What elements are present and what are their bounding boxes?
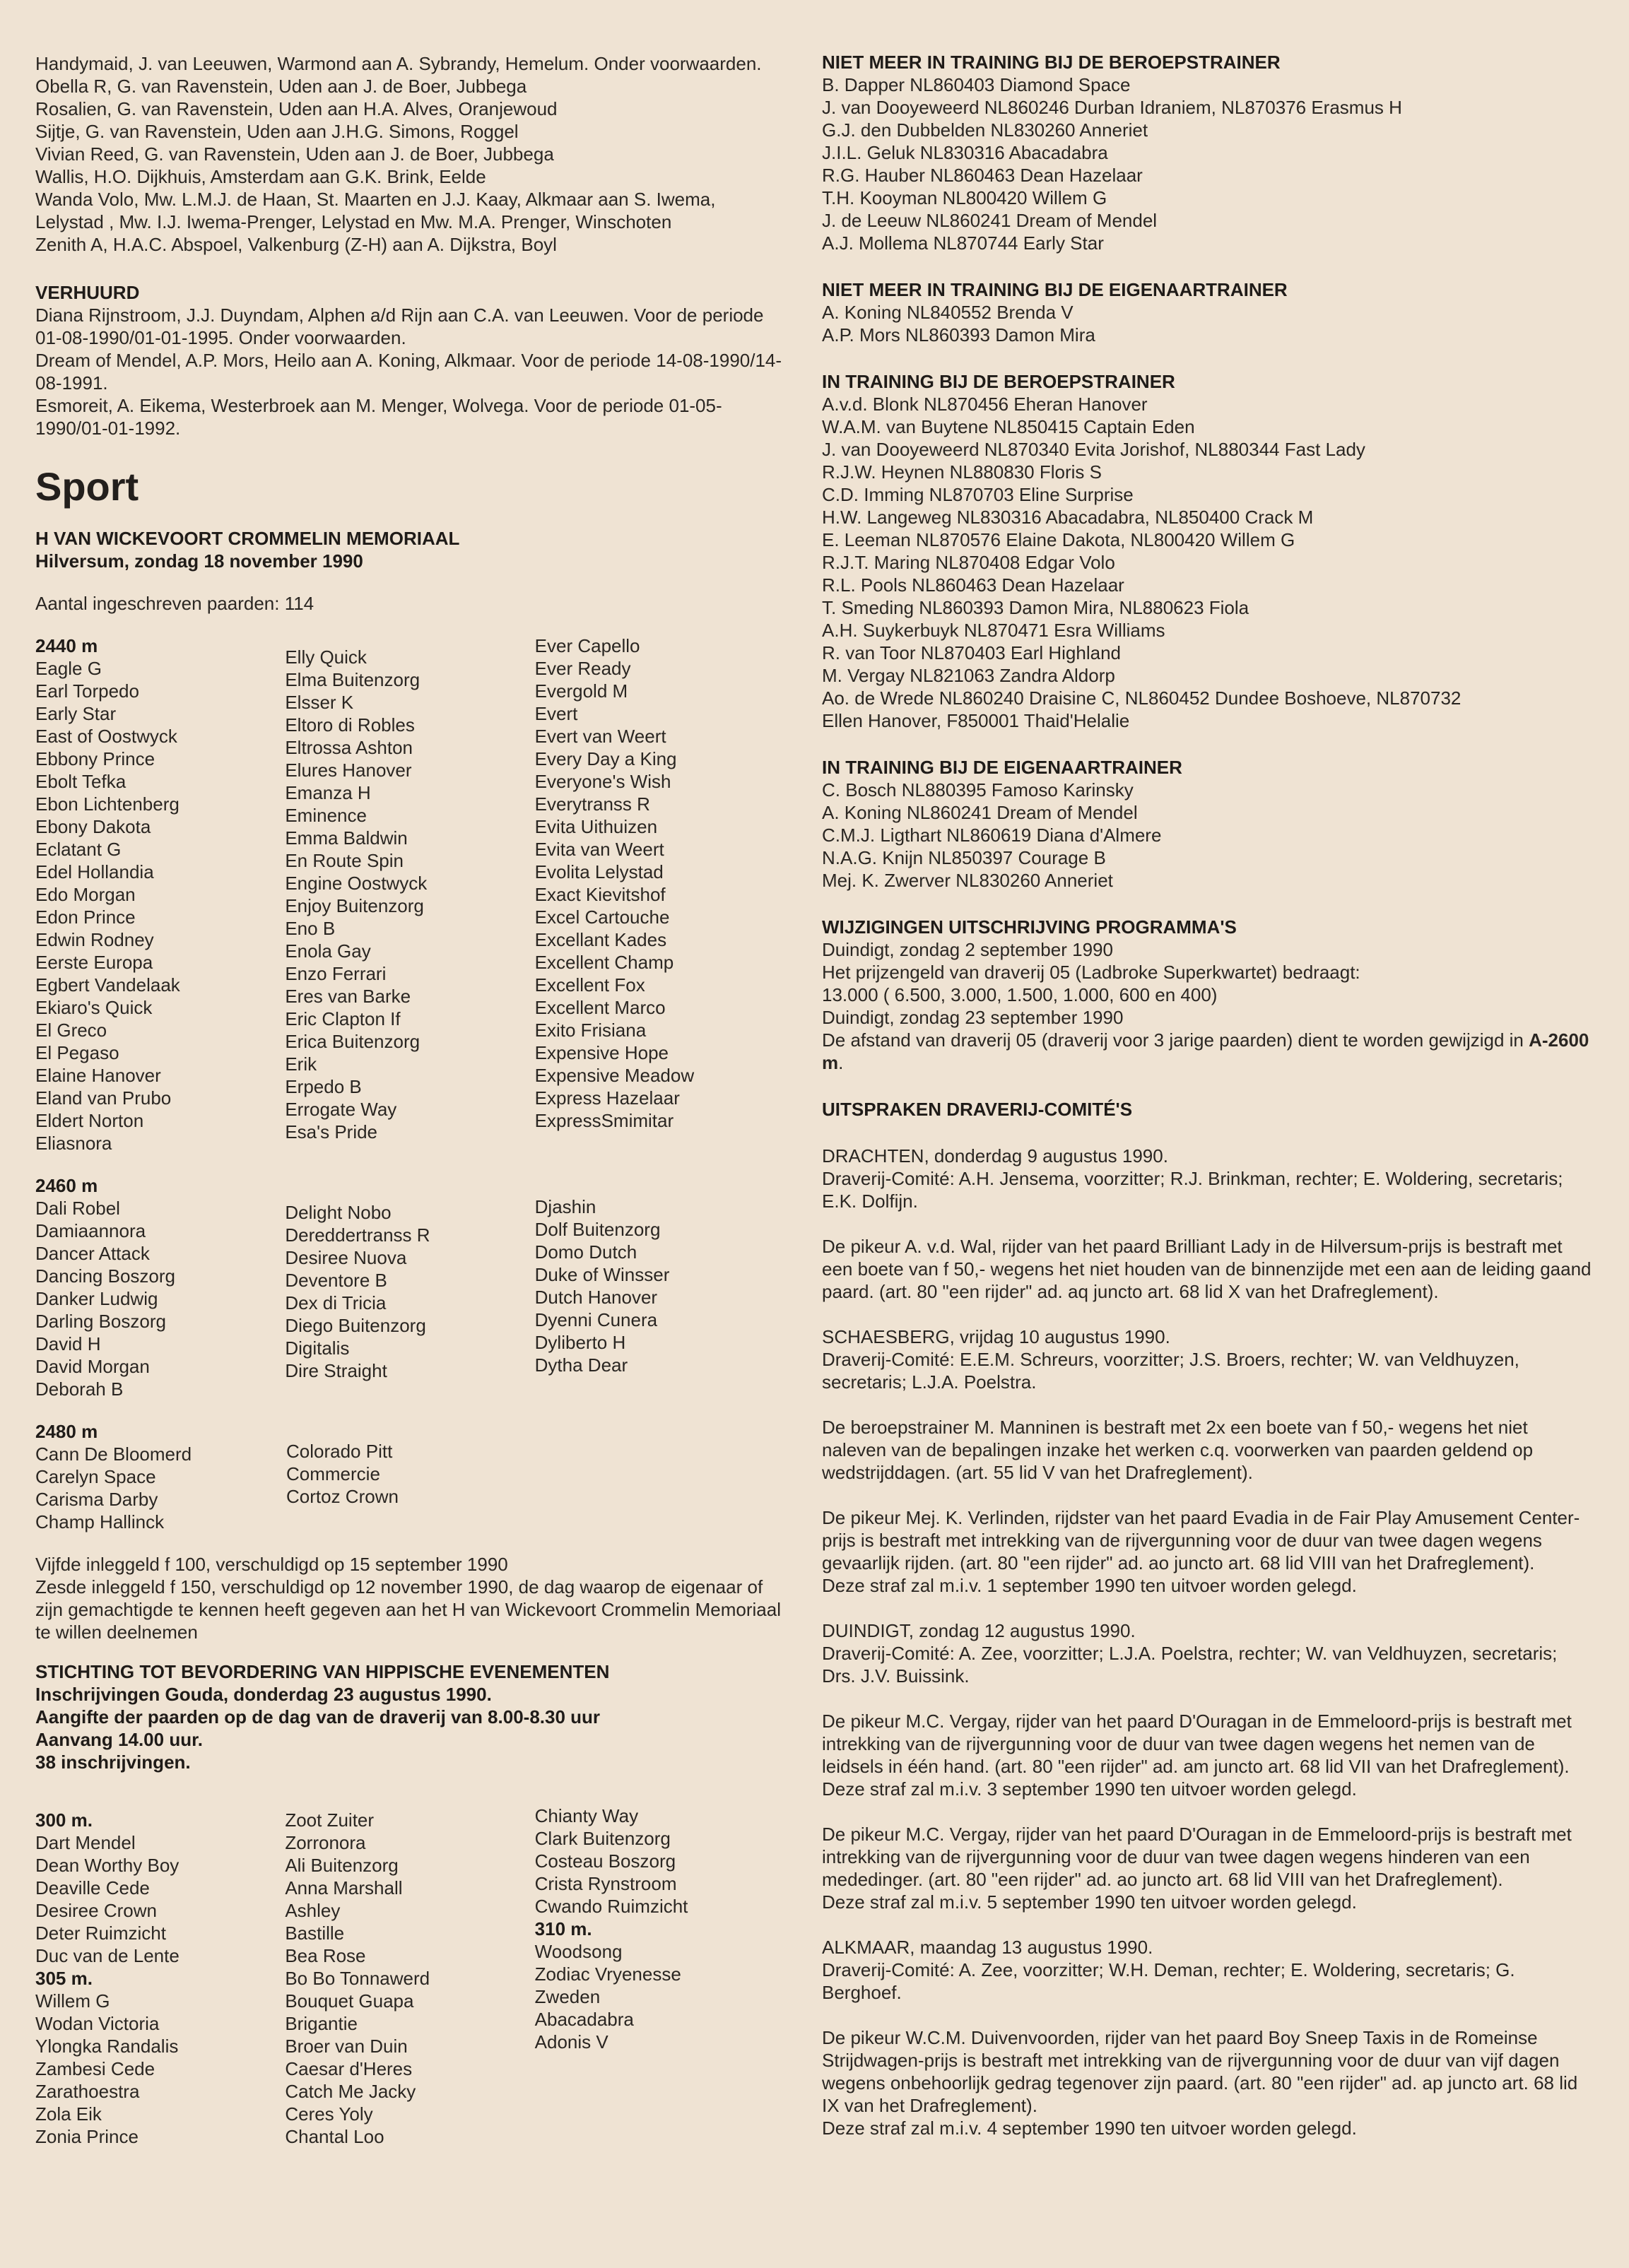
text-line: Draverij-Comité: E.E.M. Schreurs, voorzitter; J.S. Broers, rechter; W. van Veldhuyzen, secretaris; L.J.A. Poelstra. (822, 1349, 1519, 1393)
text-line: Willem G (35, 1990, 110, 2012)
distance-300: 300 m. (35, 1809, 93, 1831)
text-line: Deaville Cede (35, 1877, 150, 1898)
text-line: De pikeur W.C.M. Duivenvoorden, rijder van het paard Boy Sneep Taxis in de Romeinse Strijdwagen-prijs is bestraft met intrekking van de rijvergunning voor de duur van vijf dagen wegens onbehoorlijk gedrag tegenover zijn paard. (art. 80 "een rijder" ad. ap juncto art. 68 lid IX van het Drafreglement). (822, 2027, 1578, 2116)
text-line: Eres van Barke (285, 986, 411, 1007)
text-line: Het prijzengeld van draverij 05 (Ladbroke Superkwartet) bedraagt: (822, 962, 1360, 983)
text-line: A.P. Mors NL860393 Damon Mira (822, 324, 1095, 345)
stichting-title: STICHTING TOT BEVORDERING VAN HIPPISCHE EVENEMENTEN (35, 1661, 610, 1682)
text-line: 38 inschrijvingen. (35, 1752, 191, 1773)
right-column (822, 51, 1592, 2139)
text-line: Diego Buitenzorg (285, 1315, 426, 1336)
stichting-col1 (35, 1809, 285, 2148)
text-line: Emanza H (285, 782, 371, 803)
text-line: Costeau Boszorg (534, 1850, 676, 1872)
text-line: De beroepstrainer M. Manninen is bestraft met 2x een boete van f 50,- wegens het niet naleven van de bepalingen inzake het werken c.q. voorwerken van paarden geldend op wedstrijddagen. (art. 55 lid V van het Drafreglement). (822, 1417, 1534, 1483)
text-line: David Morgan (35, 1356, 150, 1377)
text-line: W.A.M. van Buytene NL850415 Captain Eden (822, 416, 1195, 437)
stichting-col1b (35, 1990, 285, 2148)
text-line: Evert (534, 703, 578, 724)
nm-eigen-section (822, 278, 1592, 346)
text-line: Zweden (534, 1986, 601, 2007)
text-line: J. de Leeuw NL860241 Dream of Mendel (822, 210, 1158, 231)
text-line: Champ Hallinck (35, 1511, 165, 1532)
text-line: Draverij-Comité: A. Zee, voorzitter; L.J.A. Poelstra, rechter; W. van Veldhuyzen, secretaris; Drs. J.V. Buissink. (822, 1643, 1558, 1687)
text-line: SCHAESBERG, vrijdag 10 augustus 1990. (822, 1326, 1170, 1347)
text-line: Edwin Rodney (35, 929, 154, 950)
text-line: Handymaid, J. van Leeuwen, Warmond aan A. Sybrandy, Hemelum. Onder voorwaarden. (35, 53, 762, 74)
stichting-col3a (535, 1805, 784, 1918)
memoriaal-fees (35, 1553, 784, 1643)
verhuurd-section (35, 281, 784, 439)
text-line: Cortoz Crown (286, 1486, 399, 1507)
text-line: Dutch Hanover (534, 1287, 658, 1308)
text-line: Carisma Darby (35, 1489, 158, 1510)
text-line: Domo Dutch (534, 1241, 637, 1263)
text-line: Ever Ready (534, 658, 631, 679)
text-line: Everyone's Wish (534, 771, 671, 792)
text-line: Aanvang 14.00 uur. (35, 1729, 203, 1750)
text-line: 13.000 ( 6.500, 3.000, 1.500, 1.000, 600 en 400) (822, 984, 1218, 1005)
text-line: Enjoy Buitenzorg (285, 895, 424, 916)
text-line: Clark Buitenzorg (534, 1828, 671, 1849)
text-line: Abacadabra (534, 2009, 634, 2030)
text-line: Desiree Crown (35, 1900, 157, 1921)
text-line: Exact Kievitshof (534, 884, 666, 905)
text-line: Deze straf zal m.i.v. 3 september 1990 ten uitvoer worden gelegd. (822, 1778, 1357, 1800)
text-line: Ao. de Wrede NL860240 Draisine C, NL860452 Dundee Boshoeve, NL870732 (822, 687, 1462, 709)
text-line: Duindigt, zondag 23 september 1990 (822, 1007, 1124, 1028)
text-line: T. Smeding NL860393 Damon Mira, NL880623 Fiola (822, 597, 1249, 618)
text-line: Mej. K. Zwerver NL830260 Anneriet (822, 870, 1113, 891)
text-line: Wanda Volo, Mw. L.M.J. de Haan, St. Maarten en J.J. Kaay, Alkmaar aan S. Iwema, Lelystad , Mw. I.J. Iwema-Prenger, Lelystad en Mw. M.A. Prenger, Winschoten (35, 189, 716, 232)
text-line: De pikeur M.C. Vergay, rijder van het paard D'Ouragan in de Emmeloord-prijs is bestraft met intrekking van de rijvergunning voor de duur van twee dagen wegens hinderen van een mededinger. (art. 80 "een rijder" ad. ao juncto art. 68 lid VIII van het Drafreglement). (822, 1824, 1572, 1890)
text-line: R.J.W. Heynen NL880830 Floris S (822, 461, 1102, 483)
text-line: Catch Me Jacky (285, 2081, 416, 2102)
text-line: Danker Ludwig (35, 1288, 158, 1309)
text-line: Dyliberto H (534, 1332, 626, 1353)
text-line: Egbert Vandelaak (35, 974, 180, 996)
text-line: De pikeur Mej. K. Verlinden, rijdster van het paard Evadia in de Fair Play Amusement Center-prijs is bestraft met intrekking van de rijvergunning voor de duur van twee dagen wegens gevaarlijk rijden. (art. 80 "een rijder" ad. ao juncto art. 68 lid VIII van het Drafreglement). (822, 1507, 1580, 1573)
text-line: Bea Rose (285, 1945, 366, 1966)
text-line: El Pegaso (35, 1042, 119, 1063)
verhuurd-heading: VERHUURD (35, 282, 140, 303)
text-line: Evolita Lelystad (534, 861, 664, 882)
text-line: A.v.d. Blonk NL870456 Eheran Hanover (822, 394, 1148, 415)
text-line: Sijtje, G. van Ravenstein, Uden aan J.H.G. Simons, Roggel (35, 121, 519, 142)
wijzigingen-last: De afstand van draverij 05 (draverij voor 3 jarige paarden) dient te worden gewijzigd in A-2600 m. (822, 1029, 1589, 1073)
text-line: J. van Dooyeweerd NL870340 Evita Jorishof, NL880344 Fast Lady (822, 439, 1365, 460)
text-line: G.J. den Dubbelden NL830260 Anneriet (822, 119, 1148, 141)
text-line: Dali Robel (35, 1198, 120, 1219)
distance-2460: 2460 m (35, 1175, 98, 1196)
text-line: Colorado Pitt (286, 1441, 393, 1462)
text-line: Eagle G (35, 658, 102, 679)
text-line: Rosalien, G. van Ravenstein, Uden aan H.A. Alves, Oranjewoud (35, 98, 558, 119)
text-line: De pikeur M.C. Vergay, rijder van het paard D'Ouragan in de Emmeloord-prijs is bestraft met intrekking van de rijvergunning voor de duur van twee dagen wegens het nemen van de leidsels in één hand. (art. 80 "een rijder" ad. am juncto art. 68 lid VII van het Drafreglement). (822, 1711, 1572, 1777)
memoriaal-title: H VAN WICKEVOORT CROMMELIN MEMORIAAL (35, 528, 460, 549)
entries-2480 (35, 1420, 784, 1533)
entries-2460-col3 (535, 1174, 784, 1400)
text-line: C.M.J. Ligthart NL860619 Diana d'Almere (822, 825, 1162, 846)
text-line: Excellent Champ (534, 952, 674, 973)
text-line: Zorronora (285, 1832, 366, 1853)
text-line: Eldert Norton (35, 1110, 144, 1131)
text-line: Ever Capello (534, 635, 640, 656)
text-line: Vijfde inleggeld f 100, verschuldigd op 15 september 1990 (35, 1554, 508, 1575)
entries-2460 (35, 1174, 784, 1400)
text-line: Deze straf zal m.i.v. 1 september 1990 ten uitvoer worden gelegd. (822, 1575, 1357, 1596)
text-line: Ebolt Tefka (35, 771, 127, 792)
text-line: Evita van Weert (534, 839, 664, 860)
stichting-section (35, 1660, 784, 2148)
text-line: Erik (285, 1053, 317, 1075)
text-line: Deter Ruimzicht (35, 1923, 166, 1944)
text-line: M. Vergay NL821063 Zandra Aldorp (822, 665, 1115, 686)
text-line: Dereddertranss R (285, 1224, 430, 1246)
text-line: Diana Rijnstroom, J.J. Duyndam, Alphen a/d Rijn aan C.A. van Leeuwen. Voor de periode 01-08-1990/01-01-1995. Onder voorwaarden. (35, 305, 764, 348)
text-line: Zarathoestra (35, 2081, 140, 2102)
text-line: Aangifte der paarden op de dag van de draverij van 8.00-8.30 uur (35, 1706, 601, 1727)
text-line: Bouquet Guapa (285, 1990, 414, 2012)
text-line: Evergold M (534, 680, 628, 702)
text-line: Dyenni Cunera (534, 1309, 658, 1330)
text-line: Every Day a King (534, 748, 677, 769)
entries-2440-col3 (535, 634, 784, 1154)
text-line: Expensive Meadow (534, 1065, 695, 1086)
text-line: Draverij-Comité: A.H. Jensema, voorzitter; R.J. Brinkman, rechter; E. Woldering, secretaris; E.K. Dolfijn. (822, 1168, 1563, 1212)
text-line: Errogate Way (285, 1099, 397, 1120)
entries-2460-col2 (285, 1174, 534, 1400)
text-line: E. Leeman NL870576 Elaine Dakota, NL800420 Willem G (822, 529, 1295, 550)
text-line: Ashley (285, 1900, 341, 1921)
text-line: Ebbony Prince (35, 748, 155, 769)
text-line: Chianty Way (534, 1805, 639, 1826)
text-line: Cann De Bloomerd (35, 1443, 192, 1465)
text-line: Erica Buitenzorg (285, 1031, 421, 1052)
text-line: Deze straf zal m.i.v. 5 september 1990 ten uitvoer worden gelegd. (822, 1891, 1357, 1913)
entries-2480-col2 (286, 1420, 537, 1533)
text-line: Cwando Ruimzicht (534, 1896, 688, 1917)
text-line: ExpressSmimitar (534, 1110, 674, 1131)
uitspraken-title: UITSPRAKEN DRAVERIJ-COMITÉ'S (822, 1099, 1133, 1120)
text-line: R.G. Hauber NL860463 Dean Hazelaar (822, 165, 1143, 186)
text-line: Damiaannora (35, 1220, 146, 1241)
text-line: Dart Mendel (35, 1832, 136, 1853)
text-line: ALKMAAR, maandag 13 augustus 1990. (822, 1937, 1153, 1958)
text-line: Evita Uithuizen (534, 816, 658, 837)
text-line: A.H. Suykerbuyk NL870471 Esra Williams (822, 620, 1165, 641)
entries-2460-col1 (35, 1174, 285, 1400)
uitspraken-paras (822, 1145, 1592, 2139)
text-line: Eliasnora (35, 1133, 112, 1154)
text-line: T.H. Kooyman NL800420 Willem G (822, 187, 1107, 208)
nm-beroep-list (822, 73, 1592, 254)
entries-2440-col2 (285, 634, 534, 1154)
text-line: Eerste Europa (35, 952, 153, 973)
text-line: Zola Eik (35, 2103, 102, 2125)
text-line: El Greco (35, 1020, 107, 1041)
wijzigingen-title: WIJZIGINGEN UITSCHRIJVING PROGRAMMA'S (822, 916, 1237, 938)
wijzigingen-list (822, 938, 1592, 1029)
stichting-col1a (35, 1831, 285, 1967)
text-line: Edon Prince (35, 906, 136, 928)
text-line: Enzo Ferrari (285, 963, 387, 984)
text-line: Woodsong (534, 1941, 623, 1962)
text-line: Wodan Victoria (35, 2013, 160, 2034)
text-line: Early Star (35, 703, 117, 724)
it-beroep-list (822, 393, 1592, 732)
text-line: Excellent Fox (534, 974, 645, 996)
text-line: Zoot Zuiter (285, 1809, 375, 1831)
text-line: Wallis, H.O. Dijkhuis, Amsterdam aan G.K. Brink, Eelde (35, 166, 486, 187)
text-line: David H (35, 1333, 101, 1354)
text-line: Digitalis (285, 1337, 350, 1359)
text-line: Emma Baldwin (285, 827, 408, 849)
text-line: Bastille (285, 1923, 345, 1944)
nm-eigen-list (822, 301, 1592, 346)
text-line: Exito Frisiana (534, 1020, 647, 1041)
uitspraken-section (822, 1098, 1592, 2139)
text-line: DUINDIGT, zondag 12 augustus 1990. (822, 1620, 1136, 1641)
text-line: Elaine Hanover (35, 1065, 161, 1086)
text-line: R.J.T. Maring NL870408 Edgar Volo (822, 552, 1115, 573)
text-line: H.W. Langeweg NL830316 Abacadabra, NL850400 Crack M (822, 507, 1314, 528)
text-line: DRACHTEN, donderdag 9 augustus 1990. (822, 1145, 1168, 1167)
text-line: Eric Clapton If (285, 1008, 401, 1029)
distance-2480: 2480 m (35, 1421, 98, 1442)
distance-305: 305 m. (35, 1968, 93, 1989)
entries-2440 (35, 634, 784, 1154)
text-line: Inschrijvingen Gouda, donderdag 23 augustus 1990. (35, 1684, 492, 1705)
text-line: Brigantie (285, 2013, 358, 2034)
text-line: C. Bosch NL880395 Famoso Karinsky (822, 779, 1134, 801)
text-line: Deborah B (35, 1378, 124, 1400)
text-line: B. Dapper NL860403 Diamond Space (822, 74, 1131, 95)
text-line: East of Oostwyck (35, 726, 177, 747)
text-line: Enola Gay (285, 940, 371, 962)
text-line: Expensive Hope (534, 1042, 669, 1063)
text-line: Duindigt, zondag 2 september 1990 (822, 939, 1113, 960)
memoriaal-subtitle: Hilversum, zondag 18 november 1990 (35, 550, 363, 572)
stichting-col3b (535, 1940, 784, 2053)
text-line: Bo Bo Tonnawerd (285, 1968, 430, 1989)
text-line: Eclatant G (35, 839, 122, 860)
text-line: Zonia Prince (35, 2126, 139, 2147)
text-line: Esa's Pride (285, 1121, 378, 1142)
nm-eigen-title: NIET MEER IN TRAINING BIJ DE EIGENAARTRAINER (822, 279, 1288, 300)
text-line: Delight Nobo (285, 1202, 392, 1223)
text-line: Dean Worthy Boy (35, 1855, 180, 1876)
text-line: Duc van de Lente (35, 1945, 180, 1966)
text-line: Elma Buitenzorg (285, 669, 421, 690)
text-line: A.J. Mollema NL870744 Early Star (822, 232, 1104, 254)
it-eigen-section (822, 756, 1592, 892)
text-line: Desiree Nuova (285, 1247, 407, 1268)
text-line: A. Koning NL840552 Brenda V (822, 302, 1074, 323)
distance-310: 310 m. (534, 1918, 592, 1939)
text-line: Dream of Mendel, A.P. Mors, Heilo aan A. Koning, Alkmaar. Voor de periode 14-08-1990/14-08-1991. (35, 350, 782, 394)
memoriaal-count: Aantal ingeschreven paarden: 114 (35, 593, 314, 614)
text-line: Dancing Boszorg (35, 1265, 175, 1287)
text-line: Chantal Loo (285, 2126, 384, 2147)
verhuurd-list (35, 304, 784, 439)
text-line: Edel Hollandia (35, 861, 154, 882)
text-line: Commercie (286, 1463, 380, 1484)
text-line: Ylongka Randalis (35, 2036, 179, 2057)
text-line: Engine Oostwyck (285, 873, 428, 894)
text-line: Excellant Kades (534, 929, 667, 950)
text-line: Esmoreit, A. Eikema, Westerbroek aan M. Menger, Wolvega. Voor de periode 01-05-1990/01-01-1992. (35, 395, 722, 439)
text-line: Crista Rynstroom (534, 1873, 677, 1894)
it-eigen-title: IN TRAINING BIJ DE EIGENAARTRAINER (822, 757, 1182, 778)
text-line: Dire Straight (285, 1360, 387, 1381)
text-line: Adonis V (534, 2031, 608, 2053)
text-line: Dex di Tricia (285, 1292, 387, 1313)
text-line: Duke of Winsser (534, 1264, 670, 1285)
text-line: Ellen Hanover, F850001 Thaid'Helalie (822, 710, 1130, 731)
sport-heading: Sport (35, 464, 139, 509)
text-line: N.A.G. Knijn NL850397 Courage B (822, 847, 1106, 868)
left-column (35, 52, 784, 2148)
text-line: Eland van Prubo (35, 1087, 172, 1109)
text-line: C.D. Imming NL870703 Eline Surprise (822, 484, 1134, 505)
text-line: Dolf Buitenzorg (534, 1219, 661, 1240)
text-line: Zesde inleggeld f 150, verschuldigd op 12 november 1990, de dag waarop de eigenaar of zijn gemachtigde te kennen heeft gegeven aan het H van Wickevoort Crommelin Memoriaal te willen deelnemen (35, 1576, 781, 1643)
text-line: Zodiac Vryenesse (534, 1963, 681, 1985)
text-line: Vivian Reed, G. van Ravenstein, Uden aan J. de Boer, Jubbega (35, 143, 554, 165)
text-line: Elly Quick (285, 646, 367, 668)
nm-beroep-section (822, 51, 1592, 254)
text-line: A. Koning NL860241 Dream of Mendel (822, 802, 1138, 823)
text-line: Darling Boszorg (35, 1311, 166, 1332)
text-line: Djashin (534, 1196, 596, 1217)
text-line: En Route Spin (285, 850, 404, 871)
text-line: Earl Torpedo (35, 680, 139, 702)
text-line: Deze straf zal m.i.v. 4 september 1990 ten uitvoer worden gelegd. (822, 2118, 1357, 2139)
text-line: J.I.L. Geluk NL830316 Abacadabra (822, 142, 1108, 163)
text-line: Zenith A, H.A.C. Abspoel, Valkenburg (Z-H) aan A. Dijkstra, Boyl (35, 234, 557, 255)
text-line: Dancer Attack (35, 1243, 150, 1264)
text-line: Elures Hanover (285, 760, 412, 781)
it-beroep-section (822, 370, 1592, 732)
text-line: Zambesi Cede (35, 2058, 155, 2079)
text-line: R. van Toor NL870403 Earl Highland (822, 642, 1122, 663)
text-line: Excellent Marco (534, 997, 666, 1018)
text-line: Caesar d'Heres (285, 2058, 413, 2079)
text-line: Eltoro di Robles (285, 714, 415, 736)
entries-2440-col1 (35, 634, 285, 1154)
it-beroep-title: IN TRAINING BIJ DE BEROEPSTRAINER (822, 371, 1175, 392)
text-line: Obella R, G. van Ravenstein, Uden aan J. de Boer, Jubbega (35, 76, 527, 97)
text-line: Express Hazelaar (534, 1087, 680, 1109)
stichting-col2 (285, 1809, 534, 2148)
text-line: J. van Dooyeweerd NL860246 Durban Idraniem, NL870376 Erasmus H (822, 97, 1402, 118)
text-line: Ekiaro's Quick (35, 997, 153, 1018)
stichting-lines (35, 1683, 784, 1773)
text-line: Eminence (285, 805, 367, 826)
wijzigingen-section (822, 916, 1592, 1074)
text-line: R.L. Pools NL860463 Dean Hazelaar (822, 574, 1124, 596)
text-line: Dytha Dear (534, 1354, 628, 1376)
it-eigen-list (822, 779, 1592, 892)
text-line: Ali Buitenzorg (285, 1855, 399, 1876)
text-line: Everytranss R (534, 793, 650, 815)
text-line: Elsser K (285, 692, 354, 713)
distance-2440: 2440 m (35, 635, 98, 656)
text-line: Edo Morgan (35, 884, 136, 905)
stichting-entries (35, 1805, 784, 2148)
text-line: Broer van Duin (285, 2036, 408, 2057)
text-line: Excel Cartouche (534, 906, 670, 928)
text-line: Eltrossa Ashton (285, 737, 413, 758)
entries-2480-col1 (35, 1420, 286, 1533)
text-line: De pikeur A. v.d. Wal, rijder van het paard Brilliant Lady in de Hilversum-prijs is bestraft met een boete van f 50,- wegens het niet houden van de binnenzijde met een aan de leiding gaand paard. (art. 80 "een rijder" ad. aq juncto art. 68 lid X van het Drafreglement). (822, 1236, 1592, 1302)
nm-beroep-title: NIET MEER IN TRAINING BIJ DE BEROEPSTRAINER (822, 52, 1281, 73)
text-line: Erpedo B (285, 1076, 362, 1097)
text-line: Anna Marshall (285, 1877, 403, 1898)
text-line: Ceres Yoly (285, 2103, 373, 2125)
text-line: Ebon Lichtenberg (35, 793, 180, 815)
text-line: Deventore B (285, 1270, 387, 1291)
stichting-col3 (535, 1805, 784, 2148)
text-line: Evert van Weert (534, 726, 666, 747)
text-line: Draverij-Comité: A. Zee, voorzitter; W.H. Deman, rechter; E. Woldering, secretaris; G. Berghoef. (822, 1959, 1515, 2003)
owner-changes (35, 52, 784, 256)
text-line: Eno B (285, 918, 336, 939)
text-line: Carelyn Space (35, 1466, 156, 1487)
memoriaal-section (35, 527, 784, 1643)
text-line: Ebony Dakota (35, 816, 151, 837)
